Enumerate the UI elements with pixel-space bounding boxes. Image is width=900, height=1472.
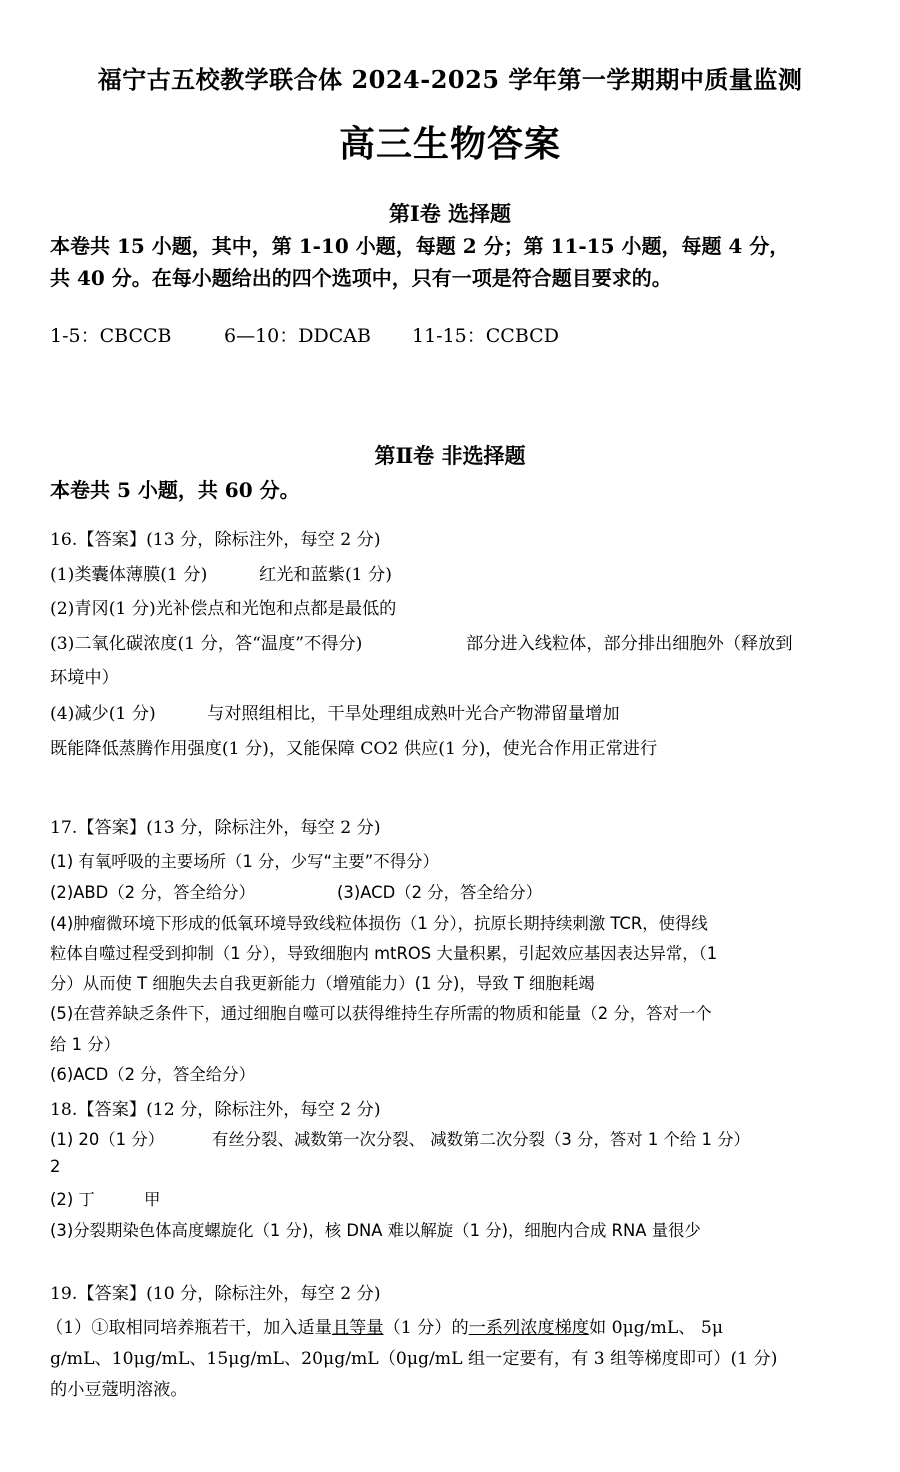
q17-answer-1: (1) 有氧呼吸的主要场所（1 分，少写“主要”不得分） [50, 852, 439, 871]
part2-heading: 第Ⅱ卷 非选择题 [374, 443, 526, 468]
q16-answer-4b: 与对照组相比，干旱处理组成熟叶光合产物滞留量增加 [207, 704, 620, 724]
q16-answer-3b: 部分进入线粒体，部分排出细胞外（释放到 [466, 634, 793, 654]
q16-answer-1b: 红光和蓝紫(1 分) [259, 565, 392, 585]
q16-answer-3c: 环境中） [50, 668, 119, 688]
part1-description-line2: 共 40 分。在每小题给出的四个选项中，只有一项是符合题目要求的。 [50, 266, 672, 290]
q18-answer-2b: 甲 [144, 1190, 161, 1209]
q18-answer-1a: (1) 20（1 分） [50, 1130, 165, 1149]
q17-answer-3: (3)ACD（2 分，答全给分） [337, 883, 542, 902]
answer-group-11-15: 11-15：CCBCD [412, 325, 559, 347]
q16-header: 16.【答案】(13 分，除标注外，每空 2 分) [50, 530, 381, 550]
q16-answer-4a: (4)减少(1 分) [50, 704, 156, 724]
q16-answer-5: 既能降低蒸腾作用强度(1 分)，又能保障 CO2 供应(1 分)，使光合作用正常进行 [50, 739, 658, 759]
q19-text-b: （1 分）的 [383, 1318, 469, 1338]
q19-text-c: 如 0μg/mL、 5μ [589, 1318, 724, 1338]
part1-description-line1: 本卷共 15 小题，其中，第 1-10 小题，每题 2 分；第 11-15 小题，每题 4 分， [50, 234, 790, 258]
q19-header: 19.【答案】(10 分，除标注外，每空 2 分) [50, 1284, 381, 1304]
part2-description: 本卷共 5 小题，共 60 分。 [50, 478, 300, 502]
q19-text-a: （1）①取相同培养瓶若干，加入适量 [46, 1318, 332, 1338]
q17-answer-6: (6)ACD（2 分，答全给分） [50, 1065, 255, 1084]
q17-answer-5-line1: (5)在营养缺乏条件下，通过细胞自噬可以获得维持生存所需的物质和能量（2 分，答对一个 [50, 1004, 712, 1023]
q17-answer-4-line3: 分）从而使 T 细胞失去自我更新能力（增殖能力）(1 分)，导致 T 细胞耗竭 [50, 974, 595, 993]
q16-answer-2: (2)青冈(1 分)光补偿点和光饱和点都是最低的 [50, 599, 397, 619]
q17-header: 17.【答案】(13 分，除标注外，每空 2 分) [50, 818, 381, 838]
answer-group-1-5: 1-5：CBCCB [50, 325, 172, 347]
q19-answer-1-line1 [46, 1313, 723, 1338]
q17-answer-4-line1: (4)肿瘤微环境下形成的低氧环境导致线粒体损伤（1 分），抗原长期持续刺激 TCR，使得线 [50, 914, 708, 933]
document-title: 福宁古五校教学联合体 2024-2025 学年第一学期期中质量监测 [97, 65, 803, 94]
answer-group-6-10: 6—10：DDCAB [224, 325, 371, 347]
q16-answer-1a: (1)类囊体薄膜(1 分) [50, 565, 208, 585]
part1-heading: 第Ⅰ卷 选择题 [388, 201, 512, 226]
q18-answer-2a: (2) 丁 [50, 1190, 95, 1209]
q17-answer-5-line2: 给 1 分） [50, 1035, 121, 1054]
q18-answer-1c: 2 [50, 1157, 61, 1176]
q17-answer-4-line2: 粒体自噬过程受到抑制（1 分），导致细胞内 mtROS 大量积累，引起效应基因表达异常，（1 [50, 944, 718, 963]
q19-underlined-equal-amount: 且等量 [331, 1318, 384, 1338]
q18-header: 18.【答案】(12 分，除标注外，每空 2 分) [50, 1100, 381, 1120]
q18-answer-1b: 有丝分裂、减数第一次分裂、 减数第二次分裂（3 分，答对 1 个给 1 分） [212, 1130, 750, 1149]
q17-answer-2: (2)ABD（2 分，答全给分） [50, 883, 256, 902]
q19-answer-1-line3: 的小豆蔻明溶液。 [50, 1380, 188, 1400]
document-subtitle: 高三生物答案 [338, 123, 561, 165]
q19-answer-1-line2: g/mL、10μg/mL、15μg/mL、20μg/mL（0μg/mL 组一定要有，有 3 组等梯度即可）(1 分) [50, 1349, 778, 1369]
q16-answer-3a: (3)二氧化碳浓度(1 分，答“温度”不得分) [50, 634, 363, 654]
q18-answer-3: (3)分裂期染色体高度螺旋化（1 分)，核 DNA 难以解旋（1 分)，细胞内合成 RNA 量很少 [50, 1221, 701, 1240]
q19-underlined-concentration-gradient: 一系列浓度梯度 [468, 1318, 589, 1338]
